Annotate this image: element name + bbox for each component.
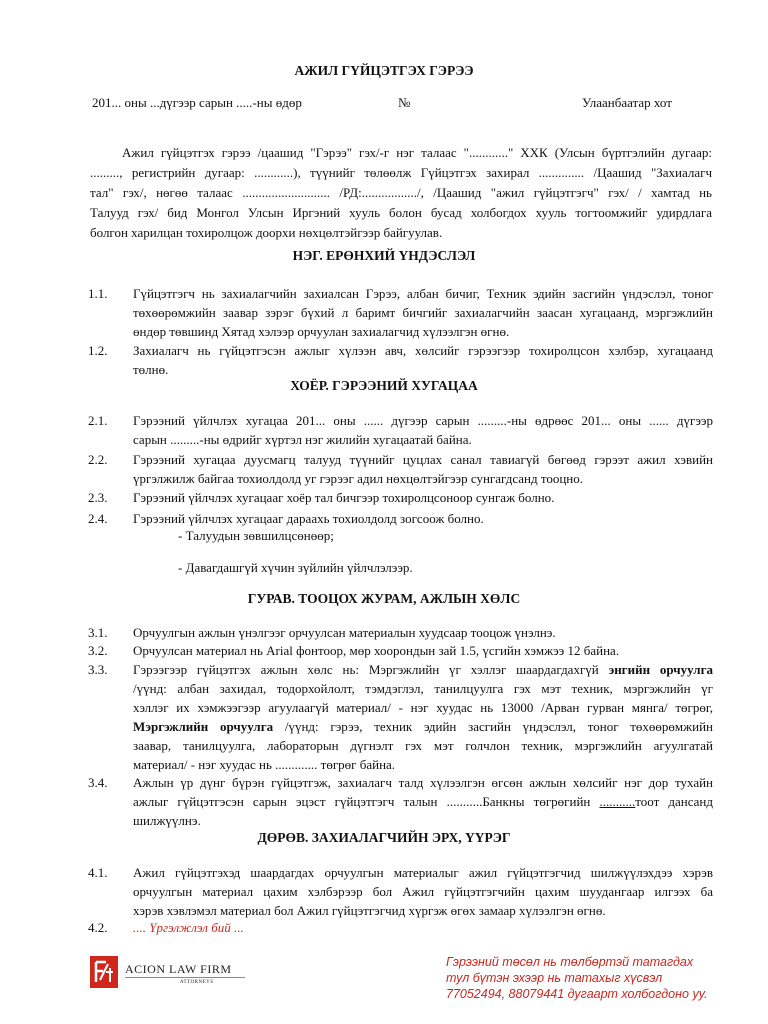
clause-line: материал/ - нэг хуудас нь ............. төгрөг байна. <box>133 757 396 772</box>
document-title: АЖИЛ ГҮЙЦЭТГЭХ ГЭРЭЭ <box>294 63 474 78</box>
section-heading: НЭГ. ЕРӨНХИЙ ҮНДЭСЛЭЛ <box>292 248 476 263</box>
clause-number: 2.1. <box>88 413 108 428</box>
intro-line: болгон харилцан тохиролцож доорхи нөхцөлтэйгээр байгуулав. <box>90 225 443 240</box>
number-sign: № <box>398 95 411 110</box>
clause-line: Гүйцэтгэгч нь захиалагчийн захиалсан Гэрээ, албан бичиг, Техник эдийн засгийн үндэслэл, тоног <box>133 286 713 301</box>
clause-line: Орчуулгын ажлын үнэлгээг орчуулсан материалын хуудсаар тооцож үнэлнэ. <box>133 625 556 640</box>
clause-line: хэрэв хэвлэмэл материал бол Ажил гүйцэтгэгчид хүргэж өгөх замаар хүлээлгэн өгнө. <box>133 903 606 918</box>
bold-term: Мэргэжлийн орчуулга <box>133 719 274 734</box>
clause-line: /үүнд: албан захидал, тодорхойлолт, тэмдэглэл, танилцуулга гэх мэт техник, мэргэжлийн үг <box>133 681 713 696</box>
firm-name: ACION LAW FIRM <box>125 962 232 976</box>
section-heading: ДӨРӨВ. ЗАХИАЛАГЧИЙН ЭРХ, ҮҮРЭГ <box>257 830 511 845</box>
sub-item: - Талуудын зөвшилцсөнөөр; <box>178 528 334 543</box>
clause-line: Ажлын үр дүнг бүрэн гүйцэтгэж, захиалагч талд хүлээлгэн өгсөн ажлын хөлсийг нэг дор тухайн <box>133 775 713 790</box>
section-heading: ГУРАВ. ТООЦОХ ЖУРАМ, АЖЛЫН ХӨЛС <box>247 591 521 606</box>
clause-line: хэллэг их хэмжээгээр агуулаагүй материал/ - нэг хуудас нь 13000 /Арван гурван мянга/ төгрөг, <box>133 700 713 715</box>
clause-text: Гэрээгээр гүйцэтгэх ажлын хөлс нь: Мэргэжлийн үг хэллэг шаардагдахгүй <box>133 662 609 677</box>
clause-line: Гэрээний үйлчлэх хугацааг дараахь тохиолдолд зогсоож болно. <box>133 511 484 526</box>
date-line: 201... оны ...дүгээр сарын .....-ны өдөр <box>92 95 302 110</box>
clause-line: орчуулгын материал цахим хэлбэрээр бол Ажил гүйцэтгэгчийн цахим шуудангаар илгээх ба <box>133 884 713 899</box>
clause-line <box>133 717 713 736</box>
clause-text: ажлыг гүйцэтгэсэн сарын эцэст гүйцэтгэгч талын ...........Банкны төгрөгийн <box>133 794 600 809</box>
clause-number: 3.4. <box>88 775 108 790</box>
clause-line: Гэрээний хугацаа дуусмагц талууд түүнийг цуцлах санал тавиагүй бөгөөд гэрээт ажил хэвийн <box>133 452 713 467</box>
clause-number: 2.3. <box>88 490 108 505</box>
clause-line: Гэрээний үйлчлэх хугацаа 201... оны ...... дүгээр сарын .........-ны өдрөөс 201... оны ...... дүгээр <box>133 413 713 428</box>
logo-divider <box>125 977 245 978</box>
clause-number: 4.1. <box>88 865 108 880</box>
intro-line: Ажил гүйцэтгэх гэрээ /цаашид "Гэрээ" гэх/-г нэг талаас "............" ХХК (Улсын бүртгэлийн дугаар: <box>122 145 712 160</box>
bold-term: энгийн орчуулга <box>608 662 714 677</box>
clause-line: Ажил гүйцэтгэхэд шаардагдах орчуулгын материалыг ажил гүйцэтгэгчид шилжүүлэхдээ хэрэв <box>133 865 713 880</box>
clause-number: 3.1. <box>88 625 108 640</box>
section-heading: ХОЁР. ГЭРЭЭНИЙ ХУГАЦАА <box>290 378 478 393</box>
note-line: тул бүтэн эхээр нь татахыг хүсвэл <box>446 971 663 985</box>
clause-line: үргэлжилж байгаа тохиолдолд уг гэрээг адил нөхцөлтэйгээр сунгагдсанд тооцно. <box>133 471 584 486</box>
clause-number: 2.2. <box>88 452 108 467</box>
clause-line: заавар, танилцуулга, лабораторын дүгнэлт гэх мэт голчлон техник, мэргэжлийн агуулгатай <box>133 738 713 753</box>
clause-line: сарын .........-ны өдрийг хүртэл нэг жилийн хугацаатай байна. <box>133 432 472 447</box>
clause-text: /үүнд: гэрээ, техник эдийн засгийн үндэслэл, тоног төхөөрөмжийн <box>273 719 714 734</box>
intro-line: тал" гэх/, нөгөө талаас ........................... /РД:................./, /Цаашид "ажил гүйцэтгэгч" гэх/ / хамтад нь <box>90 185 712 200</box>
sub-item: - Давагдашгүй хүчин зүйлийн үйлчлэлээр. <box>178 560 413 575</box>
intro-line: Талууд гэх/ бид Монгол Улсын Иргэний хууль болон бусад холбогдох хууль тогтоомжийг удирдлага <box>90 205 712 220</box>
clause-line <box>133 792 713 811</box>
clause-number: 2.4. <box>88 511 108 526</box>
note-line: Гэрээний төсөл нь төлбөртэй татагдах <box>446 955 694 969</box>
city-name: Улаанбаатар хот <box>582 95 672 110</box>
clause-line: шилжүүлнэ. <box>133 813 201 828</box>
download-note <box>446 954 708 1002</box>
account-placeholder: ........... <box>599 794 636 809</box>
clause-number: 4.2. <box>88 920 108 935</box>
firm-subtitle: ATTORNEYS <box>180 980 214 985</box>
clause-line: Захиалагч нь гүйцэтгэсэн ажлыг хүлээн авч, хөлсийг гэрээгээр тохиролцсон хэлбэр, хугацаанд <box>133 343 713 358</box>
clause-number: 3.2. <box>88 643 108 658</box>
clause-text: тоот дансанд <box>635 794 713 809</box>
clause-number: 3.3. <box>88 662 108 677</box>
clause-number: 1.2. <box>88 343 108 358</box>
clause-line: өндөр төвшинд Хятад хэлээр орчуулан захиалагчид хүлээлгэн өгнө. <box>133 324 510 339</box>
logo-mark-icon <box>90 956 118 988</box>
clause-number: 1.1. <box>88 286 108 301</box>
clause-line: төхөөрөмжийн заавар зэрэг бүхий л баримт бичгийг захиалагчийн заасан хугацаанд, мэргэжлийн <box>133 305 713 320</box>
clause-line <box>133 660 713 679</box>
intro-line: ........., регистрийн дугаар: ............), түүнийг төлөөлж Гүйцэтгэх захирал .............. /Цаашид "Захиалагч <box>90 165 712 180</box>
clause-line: Орчуулсан материал нь Arial фонтоор, мөр хоорондын зай 1.5, үсгийн хэмжээ 12 байна. <box>133 643 620 658</box>
clause-line: Гэрээний үйлчлэх хугацааг хоёр тал бичгээр тохиролцсоноор сунгаж болно. <box>133 490 555 505</box>
clause-line: төлнө. <box>133 362 169 377</box>
note-line: 77052494, 88079441 дугаарт холбогдоно уу. <box>446 987 708 1001</box>
continued-note: .... Үргэлжлэл бий ... <box>133 920 244 935</box>
intro-paragraph <box>90 143 712 243</box>
